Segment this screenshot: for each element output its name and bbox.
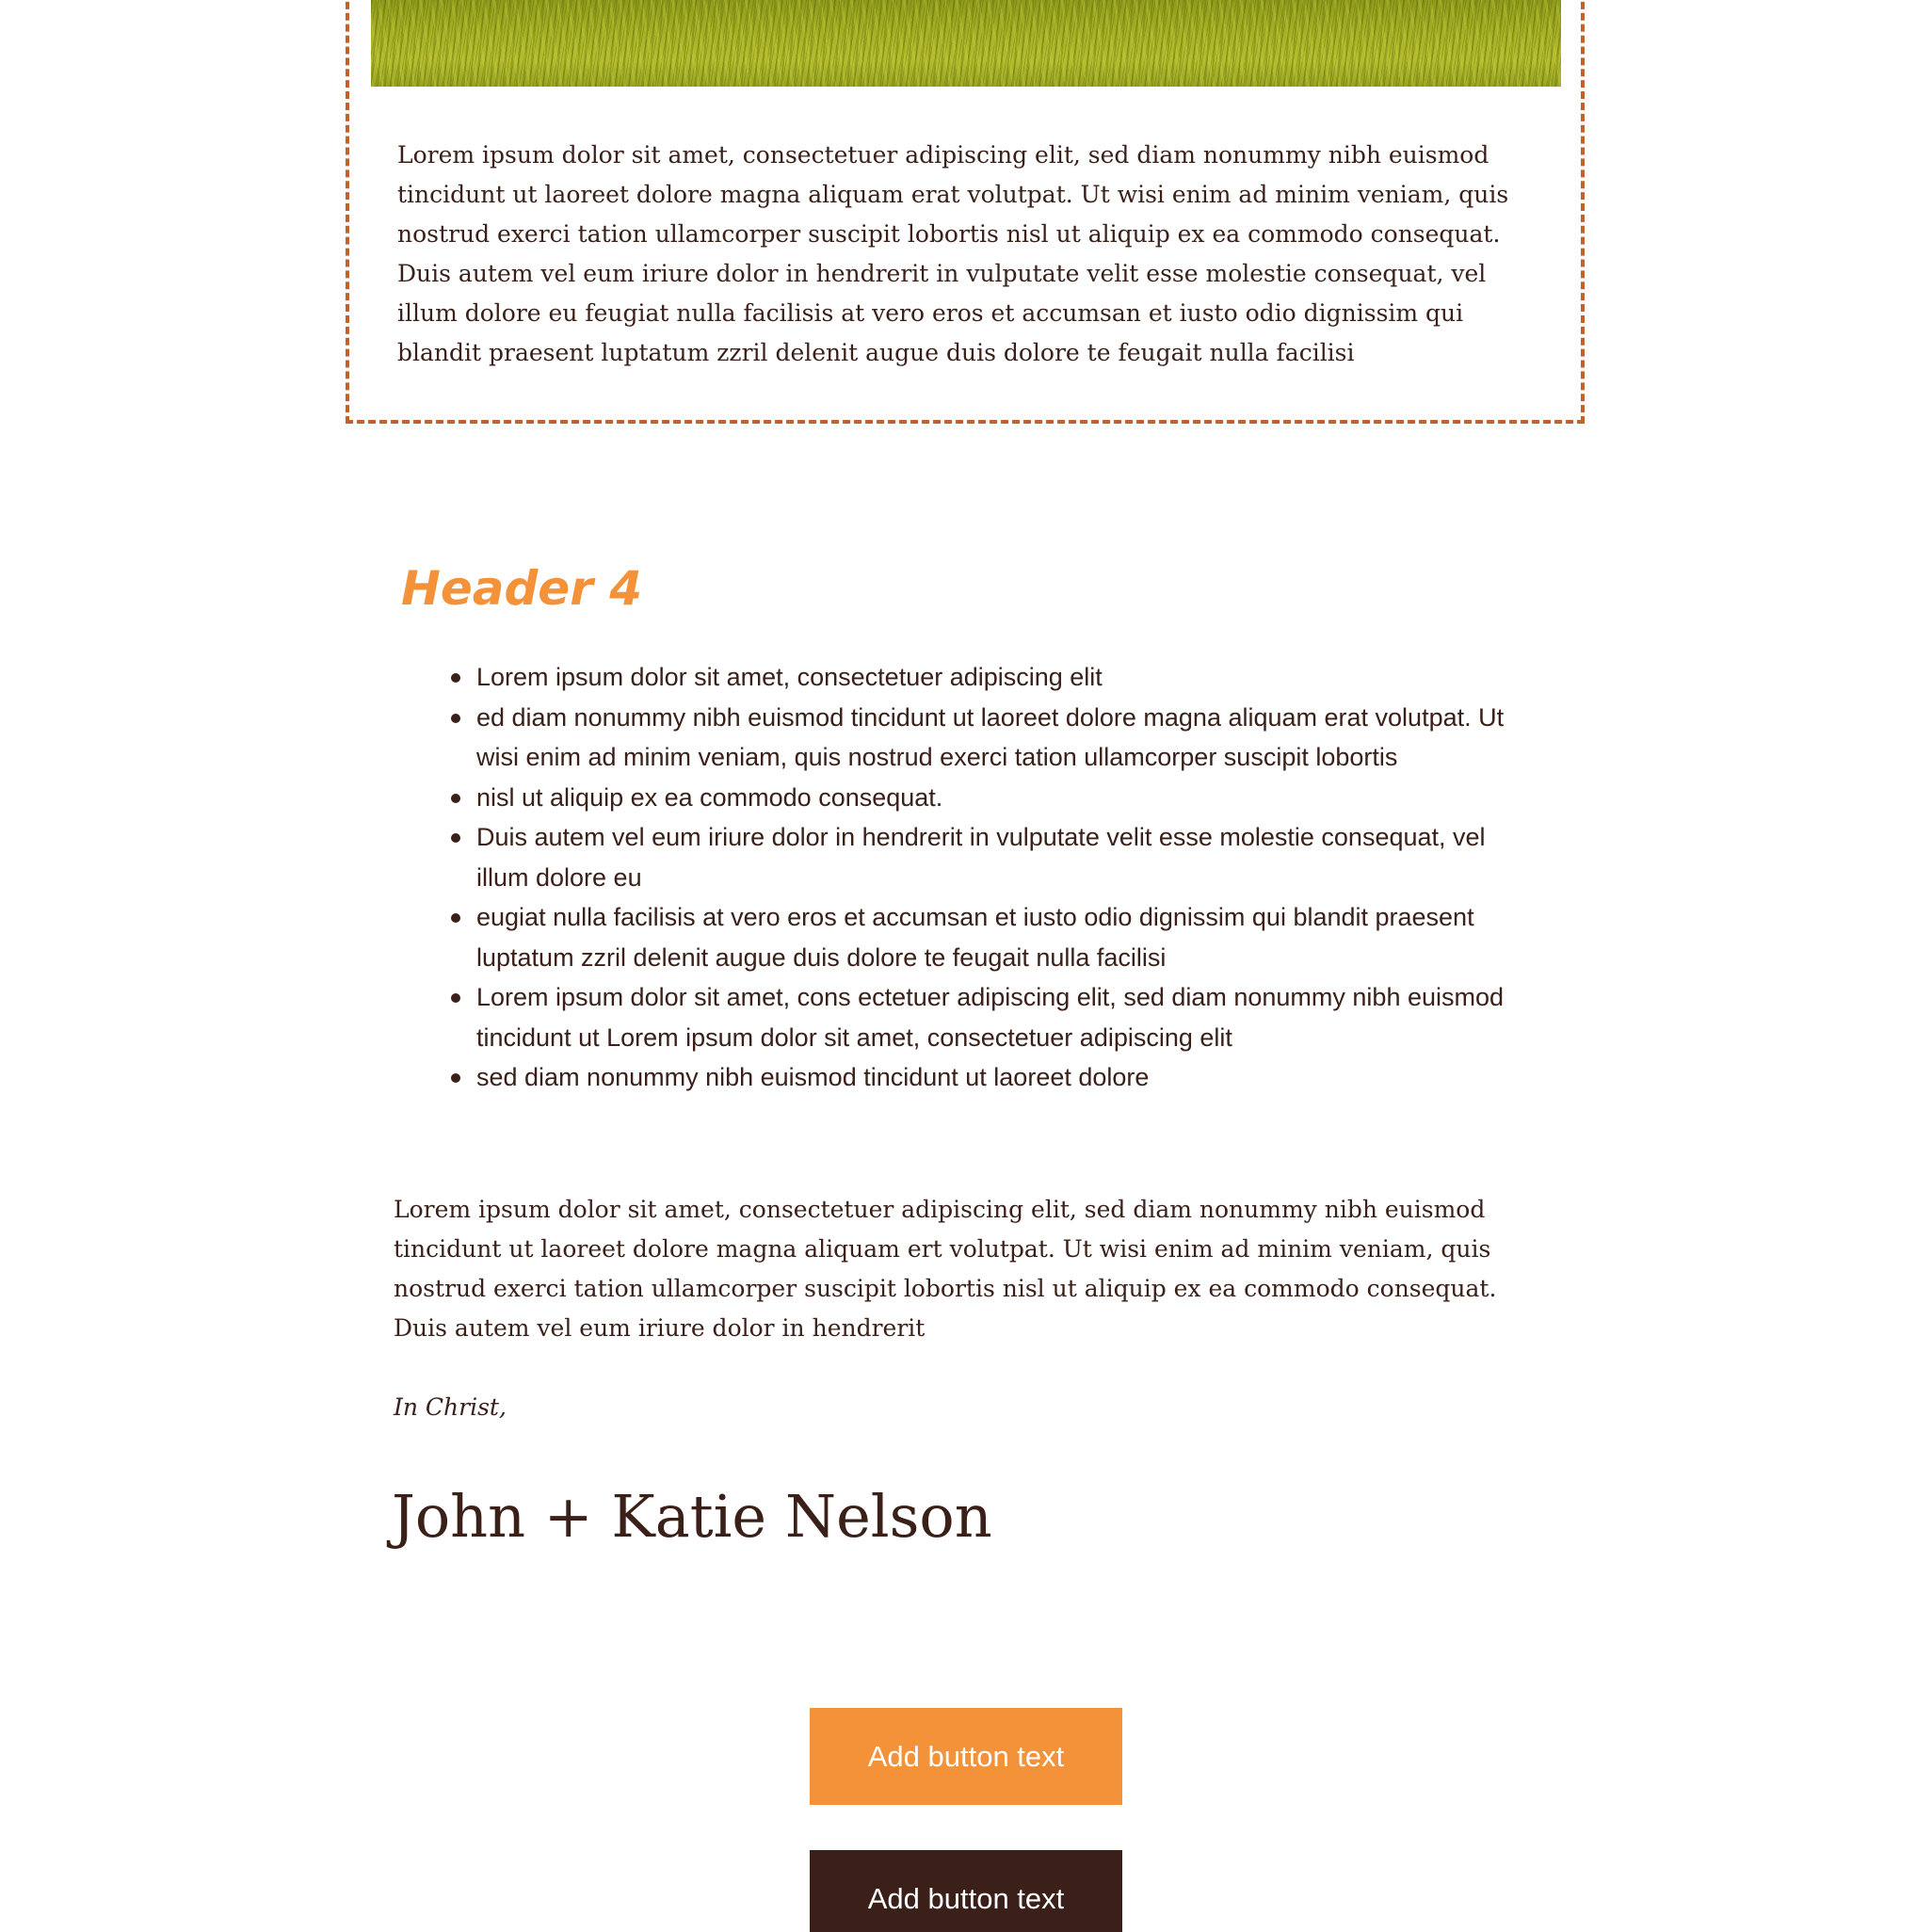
secondary-cta-button[interactable]: Add button text [810, 1850, 1122, 1932]
closing-salutation: In Christ, [394, 1393, 507, 1421]
signature-name: John + Katie Nelson [392, 1482, 992, 1551]
list-item: Lorem ipsum dolor sit amet, cons ectetuer adipiscing elit, sed diam nonummy nibh euismod tincidunt ut Lorem ipsum dolor sit amet, consectetuer adipiscing elit [476, 977, 1521, 1057]
body-paragraph: Lorem ipsum dolor sit amet, consectetuer adipiscing elit, sed diam nonummy nibh euismod tincidunt ut laoreet dolore magna aliquam ert volutpat. Ut wisi enim ad minim veniam, quis nostrud exerci tation ullamcorper suscipit lobortis nisl ut aliquip ex ea commodo consequat. Duis autem vel eum iriure dolor in hendrerit [394, 1196, 1497, 1342]
list-item: Duis autem vel eum iriure dolor in hendrerit in vulputate velit esse molestie consequat, vel illum dolore eu [476, 817, 1521, 897]
grass-field-image [371, 0, 1561, 87]
bullet-list [476, 657, 1521, 1098]
list-item: ed diam nonummy nibh euismod tincidunt ut laoreet dolore magna aliquam erat volutpat. Ut wisi enim ad minim veniam, quis nostrud exerci tation ullamcorper suscipit lobortis [476, 698, 1521, 778]
section-heading: Header 4 [401, 561, 643, 616]
card-paragraph: Lorem ipsum dolor sit amet, consectetuer adipiscing elit, sed diam nonummy nibh euismod tincidunt ut laoreet dolore magna aliquam erat volutpat. Ut wisi enim ad minim veniam, quis nostrud exerci tation ullamcorper suscipit lobortis nisl ut aliquip ex ea commodo consequat. Duis autem vel eum iriure dolor in hendrerit in vulputate velit esse molestie consequat, vel illum dolore eu feugiat nulla facilisis at vero eros et accumsan et iusto odio dignissim qui blandit praesent luptatum zzril delenit augue duis dolore te feugait nulla facilisi [397, 141, 1509, 366]
list-item: eugiat nulla facilisis at vero eros et accumsan et iusto odio dignissim qui blandit praesent luptatum zzril delenit augue duis dolore te feugait nulla facilisi [476, 897, 1521, 977]
list-item: nisl ut aliquip ex ea commodo consequat. [476, 778, 1521, 818]
list-item: sed diam nonummy nibh euismod tincidunt ut laoreet dolore [476, 1057, 1521, 1098]
primary-cta-button[interactable]: Add button text [810, 1708, 1122, 1805]
list-item: Lorem ipsum dolor sit amet, consectetuer adipiscing elit [476, 657, 1521, 698]
